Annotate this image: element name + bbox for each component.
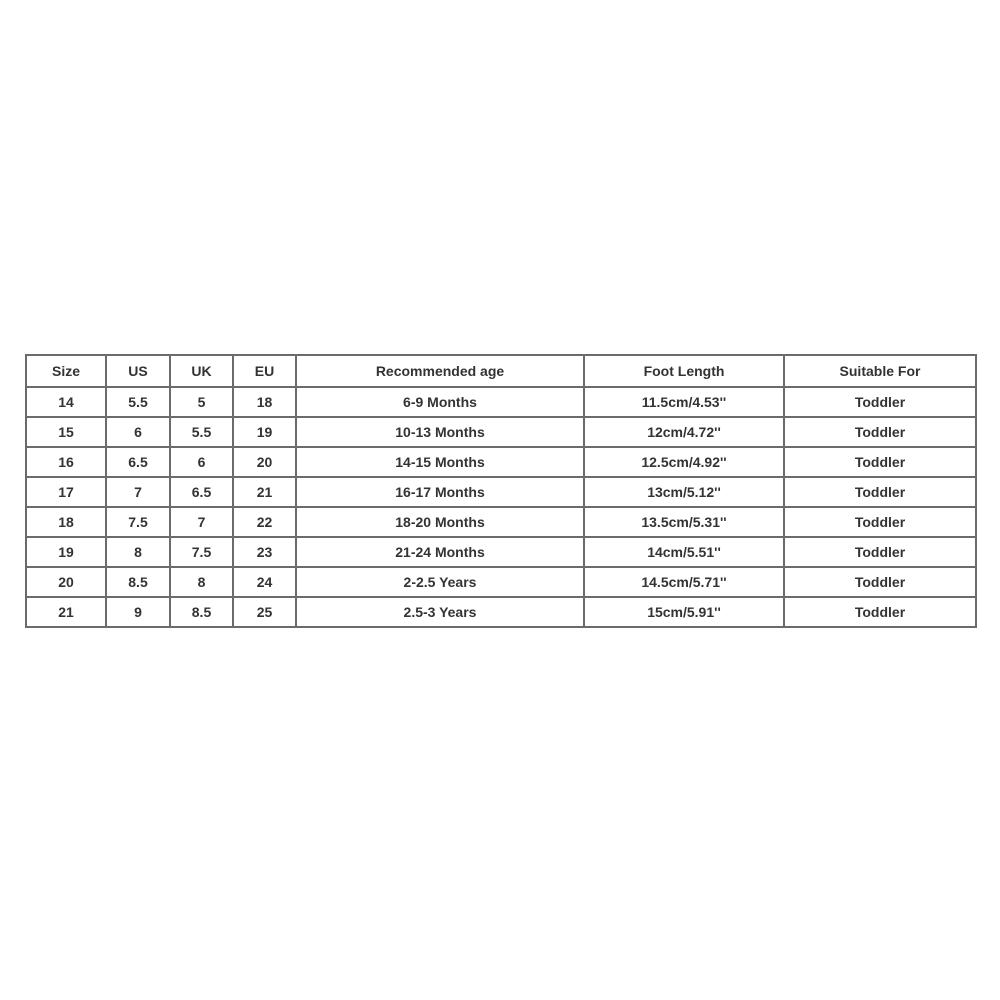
cell-us: 8.5 (106, 567, 170, 597)
cell-foot-length: 12.5cm/4.92'' (584, 447, 784, 477)
table-row (26, 477, 976, 507)
size-chart-table (25, 354, 977, 628)
cell-suitable-for: Toddler (784, 477, 976, 507)
cell-size: 20 (26, 567, 106, 597)
cell-us: 9 (106, 597, 170, 627)
cell-eu: 25 (233, 597, 296, 627)
header-row (26, 355, 976, 387)
cell-suitable-for: Toddler (784, 417, 976, 447)
header-size: Size (26, 355, 106, 387)
table-row (26, 387, 976, 417)
cell-size: 19 (26, 537, 106, 567)
cell-uk: 8.5 (170, 597, 233, 627)
table-row (26, 597, 976, 627)
header-foot-length: Foot Length (584, 355, 784, 387)
cell-size: 21 (26, 597, 106, 627)
header-suitable-for: Suitable For (784, 355, 976, 387)
cell-us: 5.5 (106, 387, 170, 417)
cell-foot-length: 14.5cm/5.71'' (584, 567, 784, 597)
cell-foot-length: 12cm/4.72'' (584, 417, 784, 447)
cell-suitable-for: Toddler (784, 567, 976, 597)
header-us: US (106, 355, 170, 387)
cell-foot-length: 13cm/5.12'' (584, 477, 784, 507)
cell-foot-length: 13.5cm/5.31'' (584, 507, 784, 537)
cell-recommended-age: 16-17 Months (296, 477, 584, 507)
cell-uk: 7 (170, 507, 233, 537)
header-recommended-age: Recommended age (296, 355, 584, 387)
cell-recommended-age: 10-13 Months (296, 417, 584, 447)
cell-eu: 21 (233, 477, 296, 507)
table-row (26, 567, 976, 597)
cell-uk: 6 (170, 447, 233, 477)
cell-suitable-for: Toddler (784, 447, 976, 477)
cell-eu: 20 (233, 447, 296, 477)
header-eu: EU (233, 355, 296, 387)
cell-suitable-for: Toddler (784, 537, 976, 567)
cell-recommended-age: 2.5-3 Years (296, 597, 584, 627)
cell-foot-length: 15cm/5.91'' (584, 597, 784, 627)
cell-uk: 5.5 (170, 417, 233, 447)
cell-size: 14 (26, 387, 106, 417)
cell-eu: 22 (233, 507, 296, 537)
table-row (26, 507, 976, 537)
cell-eu: 24 (233, 567, 296, 597)
cell-uk: 6.5 (170, 477, 233, 507)
cell-foot-length: 11.5cm/4.53'' (584, 387, 784, 417)
cell-us: 6 (106, 417, 170, 447)
cell-recommended-age: 2-2.5 Years (296, 567, 584, 597)
cell-suitable-for: Toddler (784, 507, 976, 537)
cell-recommended-age: 14-15 Months (296, 447, 584, 477)
cell-uk: 7.5 (170, 537, 233, 567)
cell-eu: 18 (233, 387, 296, 417)
table-row (26, 537, 976, 567)
cell-recommended-age: 6-9 Months (296, 387, 584, 417)
cell-us: 7.5 (106, 507, 170, 537)
cell-suitable-for: Toddler (784, 387, 976, 417)
cell-size: 17 (26, 477, 106, 507)
cell-eu: 19 (233, 417, 296, 447)
table-row (26, 417, 976, 447)
cell-us: 7 (106, 477, 170, 507)
cell-recommended-age: 21-24 Months (296, 537, 584, 567)
cell-us: 6.5 (106, 447, 170, 477)
cell-size: 18 (26, 507, 106, 537)
cell-uk: 8 (170, 567, 233, 597)
cell-size: 16 (26, 447, 106, 477)
cell-uk: 5 (170, 387, 233, 417)
cell-eu: 23 (233, 537, 296, 567)
header-uk: UK (170, 355, 233, 387)
cell-suitable-for: Toddler (784, 597, 976, 627)
cell-size: 15 (26, 417, 106, 447)
table-row (26, 447, 976, 477)
cell-foot-length: 14cm/5.51'' (584, 537, 784, 567)
cell-recommended-age: 18-20 Months (296, 507, 584, 537)
cell-us: 8 (106, 537, 170, 567)
